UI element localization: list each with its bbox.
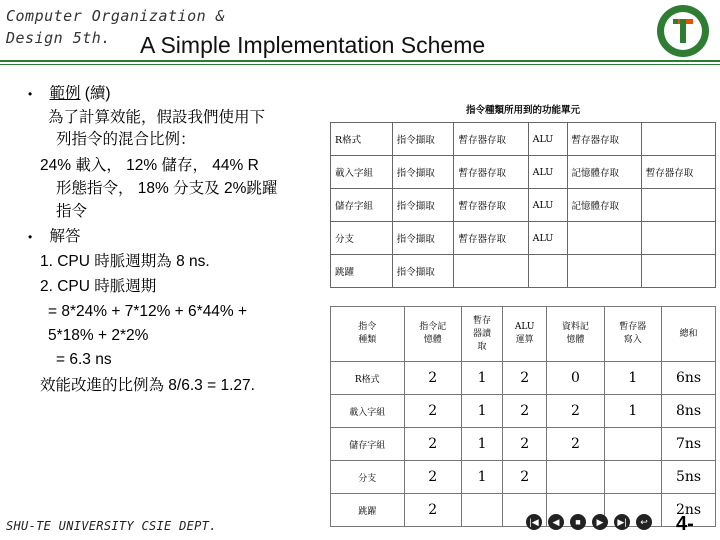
text-line: 1. CPU 時脈週期為 8 ns. [40,253,210,270]
table-header: 指令種類所用到的功能單元 [331,96,716,123]
timing-table [330,306,716,527]
text-line: 5*18% + 2*2% [48,327,149,344]
course-line1: Computer Organization & [6,7,226,25]
course-line2: Design 5th. [6,29,111,47]
return-icon[interactable]: ↩ [636,514,652,530]
page-number: 4- [676,513,694,535]
header-rule-bottom [0,64,720,65]
text-line: 為了計算效能，假設我們使用下 [48,109,266,126]
text-line: = 6.3 ns [56,351,112,368]
table-row: 載入字組 2 1 2 2 1 8ns [331,395,716,428]
text-line: = 8*24% + 7*12% + 6*44% + [48,303,248,320]
table-row: 跳躍 指令擷取 [331,255,716,288]
next-icon[interactable]: ▶ [592,514,608,530]
text-line: 2. CPU 時脈週期 [40,278,157,295]
table-row: 分支 2 1 2 5ns [331,461,716,494]
bullet-solution: • 解答 [28,228,81,245]
text-line: 形態指令， 18% 分支及 2%跳躍 [56,180,278,197]
text-line: 24% 載入， 12% 儲存， 44% R [40,157,259,174]
university-logo [656,4,710,58]
slide-nav [526,514,652,530]
table-row: 分支 指令擷取 暫存器存取 ALU [331,222,716,255]
example-link[interactable]: 範例 [49,85,81,102]
functional-units-table [330,96,716,288]
header-rule-top [0,60,720,62]
prev-icon[interactable]: ◀ [548,514,564,530]
table-row: 儲存字組 指令擷取 暫存器存取 ALU 記憶體存取 [331,189,716,222]
table-header-row: 指令 種類 指令記 憶體 暫存 器讀 取 ALU 運算 資料記 憶體 暫存器 寫入 總和 [331,307,716,362]
text-line: 列指令的混合比例： [56,131,196,148]
last-icon[interactable]: ▶| [614,514,630,530]
bullet-example: • 範例 (續) [28,85,111,102]
slide-title: A Simple Implementation Scheme [140,32,486,58]
home-icon[interactable]: ■ [570,514,586,530]
table-row: R格式 2 1 2 0 1 6ns [331,362,716,395]
table-row: 儲存字組 2 1 2 2 7ns [331,428,716,461]
footer-dept: SHU-TE UNIVERSITY CSIE DEPT. [6,519,217,533]
table-row: 載入字組 指令擷取 暫存器存取 ALU 記憶體存取 暫存器存取 [331,156,716,189]
text-line: 指令 [56,203,88,220]
table-row: 跳躍 2 2ns [331,494,716,527]
first-icon[interactable]: |◀ [526,514,542,530]
text-line: 效能改進的比例為 8/6.3 = 1.27. [40,377,255,394]
table-row: R格式 指令擷取 暫存器存取 ALU 暫存器存取 [331,123,716,156]
